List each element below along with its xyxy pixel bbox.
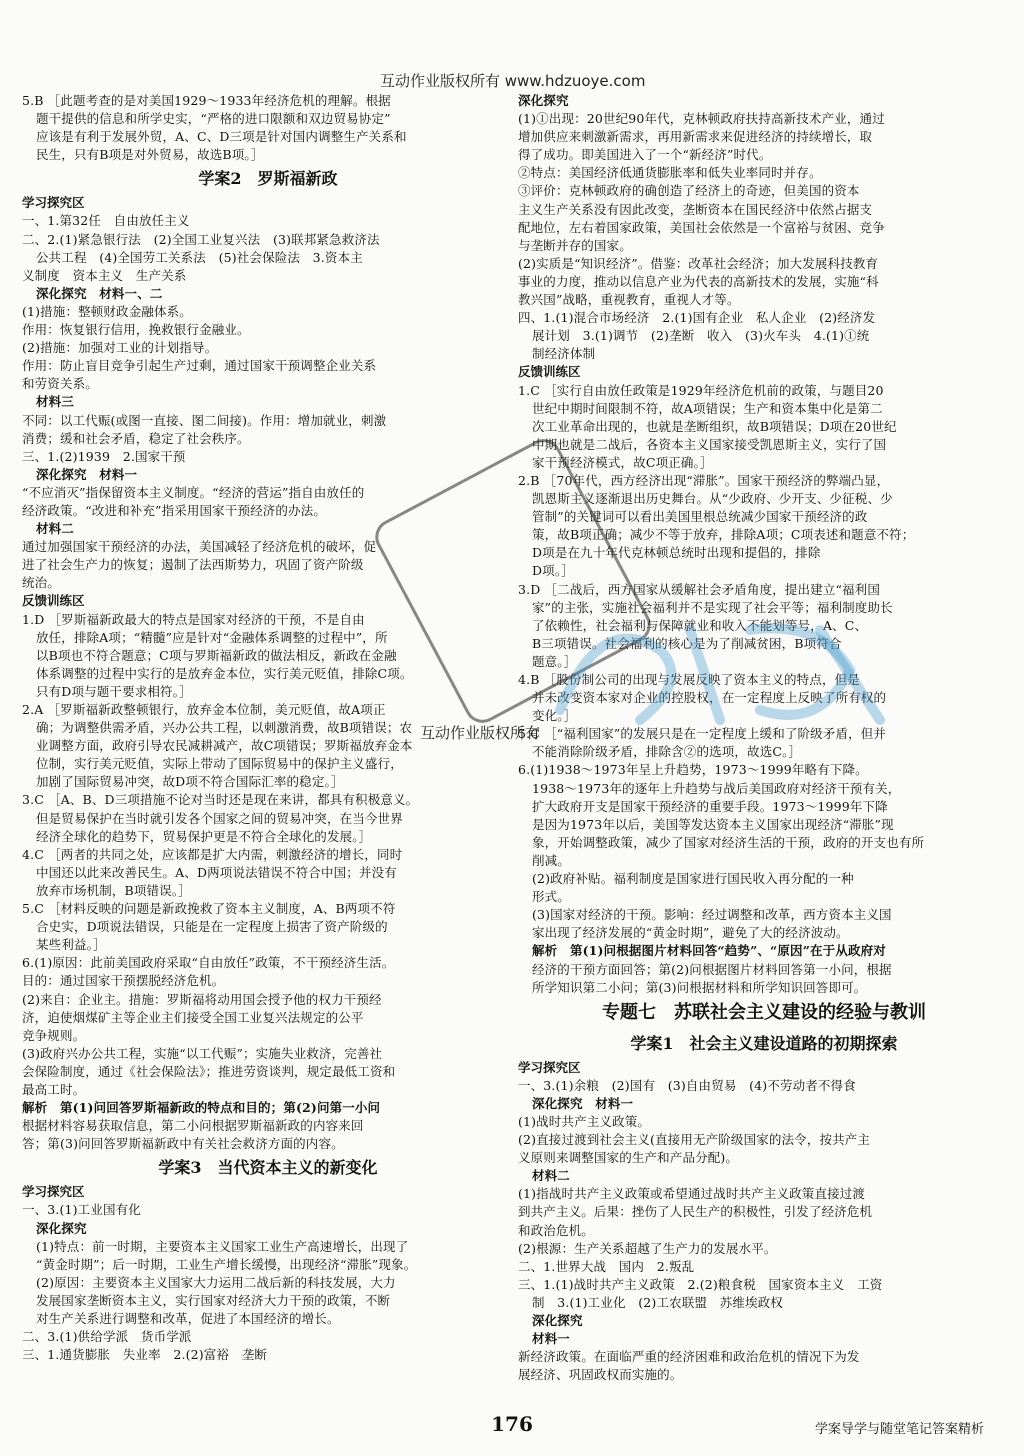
text-line: 所学知识第二小问；第(3)问根据材料和所学知识回答即可。 bbox=[532, 979, 867, 995]
text-line: 义制度 资本主义 生产关系 bbox=[22, 267, 187, 283]
text-line: 根据材料容易获取信息，第二小问根据罗斯福新政的内容来回 bbox=[22, 1118, 364, 1134]
text-line: 家”的主张，实施社会福利并不是实现了社会平等；福利制度助长 bbox=[532, 599, 893, 615]
text-line: (2)直接过渡到社会主义(直接用无产阶级国家的法令，按共产主 bbox=[518, 1132, 871, 1148]
text-line: 题干提供的信息和所学史实，“严格的进口限额和双边贸易协定” bbox=[36, 111, 391, 127]
text-line: 教兴国”战略，重视教育，重视人才等。 bbox=[518, 292, 740, 308]
text-line: “黄金时期”；后一时期，工业生产增长缓慢，出现经济“滞胀”现象。 bbox=[36, 1256, 417, 1272]
text-line: 深化探究 bbox=[36, 1220, 87, 1236]
text-line: (2)根源：生产关系超越了生产力的发展水平。 bbox=[518, 1240, 777, 1256]
text-line: 一、3.(1)余粮 (2)国有 (3)自由贸易 (4)不劳动者不得食 bbox=[518, 1077, 856, 1093]
text-line: 2.B ［70年代，西方经济出现“滞胀”。国家干预经济的弊端凸显， bbox=[518, 472, 890, 488]
text-line: 深化探究 bbox=[532, 1313, 583, 1328]
right-column bbox=[518, 92, 1010, 1384]
text-line: (1)战时共产主义政策。 bbox=[518, 1113, 651, 1129]
text-line: 材料二 bbox=[36, 521, 74, 537]
text-line: 世纪中期时间限制不符，故A项错误；生产和资本集中化是第二 bbox=[532, 400, 883, 416]
section-title: 学案1 社会主义建设道路的初期探索 bbox=[630, 1033, 898, 1053]
text-line: (1)①出现：20世纪90年代，克林顿政府扶持高新技术产业，通过 bbox=[518, 111, 885, 127]
text-line: 到共产主义。后果：挫伤了人民生产的积极性，引发了经济危机 bbox=[518, 1204, 873, 1220]
text-line: 并未改变资本家对企业的控股权，在一定程度上反映了所有权的 bbox=[532, 690, 887, 706]
text-line: 制 3.(1)工业化 (2)工农联盟 苏维埃政权 bbox=[532, 1294, 783, 1310]
text-line: 统治。 bbox=[22, 575, 60, 591]
text-line: 凯恩斯主义逐渐退出历史舞台。从“少政府、少开支、少征税、少 bbox=[532, 491, 893, 507]
text-line: 主义生产关系没有因此改变，垄断资本在国民经济中依然占据支 bbox=[518, 201, 873, 217]
watermark-mid: 互动作业版权所有 bbox=[420, 724, 541, 742]
text-line: 通过加强国家干预经济的办法，美国减轻了经济危机的破坏，促 bbox=[22, 539, 377, 555]
text-line: 济，迫使烟煤矿主等企业主们接受全国工业复兴法规定的公平 bbox=[22, 1009, 364, 1025]
text-line: 不同：以工代赈(或图一直接、图二间接)。作用：增加就业，刺激 bbox=[22, 412, 387, 428]
text-line: 4.C ［两者的共同之处，应该都是扩大内需，刺激经济的增长，同时 bbox=[22, 846, 403, 862]
text-line: 展计划 3.(1)调节 (2)垄断 收入 (3)火车头 4.(1)①统 bbox=[532, 328, 870, 344]
text-line: 三、1.(2)1939 2.国家干预 bbox=[22, 448, 186, 464]
text-line: 6.(1)1938～1973年呈上升趋势，1973～1999年略有下降。 bbox=[518, 762, 868, 778]
text-line: (3)国家对经济的干预。影响：经过调整和改革，西方资本主义国 bbox=[532, 907, 892, 923]
text-line: 确；为调整供需矛盾，兴办公共工程，以刺激消费，故B项错误；农 bbox=[36, 720, 413, 736]
text-line: 形式。 bbox=[532, 889, 570, 905]
text-line: 目的：通过国家干预摆脱经济危机。 bbox=[22, 973, 225, 989]
text-line: 经济全球化的趋势下，贸易保护更是不符合全球化的发展。］ bbox=[36, 828, 372, 844]
text-line: 一、3.(1)工业国有化 bbox=[22, 1202, 141, 1218]
text-line: 解析 第(1)问回答罗斯福新政的特点和目的；第(2)问第一小问 bbox=[22, 1100, 381, 1116]
text-line: 解析 第(1)问根据图片材料回答“趋势”、“原因”在于从政府对 bbox=[532, 943, 886, 959]
text-line: 材料三 bbox=[36, 394, 74, 410]
text-line: 事业的力度，推动以信息产业为代表的高新技术的发展，实施“科 bbox=[518, 273, 879, 289]
text-line: 竞争规则。 bbox=[22, 1027, 86, 1043]
text-line: 象，开始调整政策，减少了国家对经济生活的干预，政府的开支也有所 bbox=[532, 834, 925, 850]
text-line: 加剧了国际贸易冲突，故D项不符合国际汇率的稳定。］ bbox=[36, 774, 344, 790]
text-line: 是因为1973年以后，美国等发达资本主义国家出现经济“滞胀”现 bbox=[532, 816, 894, 832]
text-line: 二、1.世界大战 国内 2.叛乱 bbox=[518, 1258, 695, 1274]
text-line: 答；第(3)问回答罗斯福新政中有关社会救济方面的内容。 bbox=[22, 1136, 344, 1152]
text-line: 经济政策。“改进和补充”指采用国家干预经济的办法。 bbox=[22, 502, 327, 518]
text-line: 削减。 bbox=[532, 852, 570, 868]
text-line: 会保险制度，通过《社会保险法》；推进劳资谈判，规定最低工资和 bbox=[22, 1063, 396, 1079]
text-line: 6.(1)原因：此前美国政府采取“自由放任”政策，不干预经济生活。 bbox=[22, 955, 395, 971]
watermark-top: 互动作业版权所有 www.hdzuoye.com bbox=[380, 72, 646, 90]
text-line: 但是贸易保护在当时就引发各个国家之间的贸易冲突，在当今世界 bbox=[36, 810, 403, 826]
text-line: 管制”的关键词可以看出美国里根总统减少国家干预经济的政 bbox=[532, 509, 868, 525]
text-line: 材料一 bbox=[532, 1331, 570, 1347]
text-line: 新经济政策。在面临严重的经济困难和政治危机的情况下为发 bbox=[518, 1349, 860, 1365]
section-heading: 学习探究区 bbox=[22, 1184, 85, 1200]
text-line: 最高工时。 bbox=[22, 1081, 86, 1097]
section-heading: 反馈训练区 bbox=[518, 364, 581, 380]
text-line: 发展国家垄断资本主义，实行国家对经济大力干预的政策，不断 bbox=[36, 1292, 391, 1308]
text-line: 放弃市场机制，B项错误。］ bbox=[36, 882, 191, 898]
text-line: 三、1.通货膨胀 失业率 2.(2)富裕 垄断 bbox=[22, 1347, 268, 1363]
section-heading: 反馈训练区 bbox=[22, 593, 85, 609]
text-line: 5.B ［此题考查的是对美国1929～1933年经济危机的理解。根据 bbox=[22, 93, 391, 108]
text-line: “不应消灭”指保留资本主义制度。“经济的营运”指自由放任的 bbox=[22, 484, 365, 500]
text-line: 放任，排除A项；“精髓”应是针对“金融体系调整的过程中”，所 bbox=[36, 629, 388, 645]
text-line: B三项错误。社会福利的核心是为了削减贫困，B项符合 bbox=[532, 635, 842, 651]
text-line: 材料二 bbox=[532, 1168, 570, 1184]
text-line: 进了社会生产力的恢复；遏制了法西斯势力，巩固了资产阶级 bbox=[22, 557, 364, 573]
section-heading: 学习探究区 bbox=[518, 1059, 581, 1075]
text-line: (2)措施：加强对工业的计划指导。 bbox=[22, 340, 218, 356]
text-line: 中国还以此来改善民生。A、D两项说法错误不符合中国；并没有 bbox=[36, 864, 397, 880]
text-line: 增加供应来刺激新需求，再用新需求来促进经济的持续增长，取 bbox=[518, 129, 873, 145]
text-line: 以B项也不符合题意；C项与罗斯福新政的做法相反，新政在金融 bbox=[36, 647, 397, 663]
text-line: 公共工程 (4)全国劳工关系法 (5)社会保险法 3.资本主 bbox=[36, 249, 363, 265]
text-line: 合史实，D项说法错误，只能是在一定程度上损害了资产阶级的 bbox=[36, 919, 388, 935]
text-line: (2)来自：企业主。措施：罗斯福将动用国会授予他的权力干预经 bbox=[22, 991, 382, 1007]
text-line: 1.D ［罗斯福新政最大的特点是国家对经济的干预，不是自由 bbox=[22, 611, 365, 627]
text-line: (2)实质是“知识经济”。借鉴：改革社会经济；加大发展科技教育 bbox=[518, 255, 879, 271]
text-line: 二、3.(1)供给学派 货币学派 bbox=[22, 1329, 192, 1345]
text-line: 家干预经济模式，故C项正确。］ bbox=[532, 454, 713, 470]
text-line: 一、1.第32任 自由放任主义 bbox=[22, 213, 190, 229]
text-line: 5.C ［材料反映的问题是新政挽救了资本主义制度，A、B两项不符 bbox=[22, 901, 396, 917]
text-line: 业调整方面，政府引导农民减耕减产，故C项错误；罗斯福放弃金本 bbox=[36, 738, 413, 754]
text-line: (1)指战时共产主义政策或希望通过战时共产主义政策直接过渡 bbox=[518, 1186, 866, 1202]
text-line: 作用：恢复银行信用，挽救银行金融业。 bbox=[22, 322, 250, 338]
section-title: 学案3 当代资本主义的新变化 bbox=[158, 1158, 378, 1178]
text-line: 3.D ［二战后，西方国家从缓解社会矛盾角度，提出建立“福利国 bbox=[518, 581, 880, 597]
text-line: 深化探究 材料一 bbox=[532, 1095, 634, 1111]
section-heading: 学习探究区 bbox=[22, 195, 85, 211]
text-line: 作用：防止盲目竞争引起生产过剩，通过国家干预调整企业关系 bbox=[22, 358, 377, 374]
text-line: 与垄断并存的国家。 bbox=[518, 237, 632, 253]
section-title: 专题七 苏联社会主义建设的经验与教训 bbox=[602, 1001, 926, 1023]
text-line: (1)特点：前一时期，主要资本主义国家工业生产高速增长，出现了 bbox=[36, 1238, 409, 1254]
text-line: 配地位，左右着国家政策，美国社会依然是一个富裕与贫困、竞争 bbox=[518, 219, 885, 235]
text-line: 次工业革命出现的，也就是垄断组织，故B项错误；D项在20世纪 bbox=[532, 418, 897, 434]
text-line: 和劳资关系。 bbox=[22, 376, 98, 392]
text-line: (2)原因：主要资本主义国家大力运用二战后新的科技发展，大力 bbox=[36, 1274, 396, 1290]
text-line: 某些利益。］ bbox=[36, 937, 106, 953]
text-line: 二、2.(1)紧急银行法 (2)全国工业复兴法 (3)联邦紧急救济法 bbox=[22, 231, 380, 247]
text-line: 展经济、巩固政权而实施的。 bbox=[518, 1367, 683, 1383]
text-line: 深化探究 材料一、二 bbox=[36, 285, 163, 301]
text-line: D项是在九十年代克林顿总统时出现和提倡的，排除 bbox=[532, 545, 821, 561]
text-line: 民生，只有B项是对外贸易，故选B项。］ bbox=[36, 147, 264, 163]
text-line: D项。］ bbox=[532, 563, 574, 579]
text-line: 四、1.(1)混合市场经济 2.(1)国有企业 私人企业 (2)经济发 bbox=[518, 310, 876, 326]
text-line: 深化探究 bbox=[518, 93, 569, 108]
text-line: ③评价：克林顿政府的确创造了经济上的奇迹，但美国的资本 bbox=[518, 183, 860, 199]
text-line: 三、1.(1)战时共产主义政策 2.(2)粮食税 国家资本主义 工资 bbox=[518, 1276, 883, 1292]
text-line: 经济的干预方面回答；第(2)问根据图片材料回答第一小问，根据 bbox=[532, 961, 892, 977]
text-line: (1)措施：整顿财政金融体系。 bbox=[22, 303, 192, 319]
text-line: 家出现了经济发展的“黄金时期”，避免了大的经济波动。 bbox=[532, 925, 849, 941]
section-title: 学案2 罗斯福新政 bbox=[198, 169, 338, 189]
text-line: 3.C ［A、B、D三项措施不论对当时还是现在来讲，都具有积极意义。 bbox=[22, 792, 419, 808]
text-line: 中期也就是二战后，各资本主义国家接受凯恩斯主义，实行了国 bbox=[532, 436, 887, 452]
text-line: (2)政府补贴。福利制度是国家进行国民收入再分配的一种 bbox=[532, 871, 854, 887]
text-line: (3)政府兴办公共工程，实施“以工代赈”；实施失业救济，完善社 bbox=[22, 1045, 383, 1061]
text-line: 题意。］ bbox=[532, 653, 577, 669]
text-line: ②特点：美国经济低通货膨胀率和低失业率同时并存。 bbox=[518, 165, 822, 181]
text-line: 义原则来调整国家的生产和产品分配)。 bbox=[518, 1150, 739, 1166]
text-line: 了依赖性，社会福利与保障就业和收入不能划等号，A、C、 bbox=[532, 617, 868, 633]
text-line: 应该是有利于发展外贸，A、C、D三项是针对国内调整生产关系和 bbox=[36, 129, 407, 145]
text-line: 扩大政府开支是国家干预经济的重要手段。1973～1999年下降 bbox=[532, 798, 888, 814]
text-line: 和政治危机。 bbox=[518, 1222, 594, 1238]
text-line: 4.B ［股份制公司的出现与发展反映了资本主义的特点，但是 bbox=[518, 672, 860, 687]
text-line: 1938～1973年的逐年上升趋势与战后美国政府对经济干预有关， bbox=[532, 780, 901, 796]
text-line: 5.C ［“福利国家”的发展只是在一定程度上缓和了阶级矛盾，但并 bbox=[518, 726, 887, 742]
text-line: 2.A ［罗斯福新政整顿银行，放弃金本位制，美元贬值，故A项正 bbox=[22, 702, 386, 717]
text-line: 制经济体制 bbox=[532, 346, 596, 362]
footer-title: 学案导学与随堂笔记答案精析 bbox=[814, 1422, 984, 1437]
text-line: 对生产关系进行调整和改革，促进了本国经济的增长。 bbox=[36, 1311, 340, 1326]
text-line: 消费；缓和社会矛盾，稳定了社会秩序。 bbox=[22, 430, 250, 446]
text-line: 策，故B项正确；减少不等于放弃，排除A项；C项表述和题意不符； bbox=[532, 527, 915, 543]
text-line: 得了成功。即美国进入了一个“新经济”时代。 bbox=[518, 147, 772, 163]
page-number: 176 bbox=[491, 1412, 533, 1436]
text-line: 体系调整的过程中实行的是放弃金本位，实行美元贬值，排除C项。 bbox=[36, 665, 413, 681]
text-line: 深化探究 材料一 bbox=[36, 466, 138, 482]
text-line: 不能消除阶级矛盾，排除含②的选项，故选C。］ bbox=[532, 744, 802, 760]
text-line: 位制，实行美元贬值，实际上带动了国际贸易中的保护主义盛行， bbox=[36, 756, 403, 772]
text-line: 只有D项与题干要求相符。］ bbox=[36, 683, 192, 699]
text-line: 1.C ［实行自由放任政策是1929年经济危机前的政策，与题目20 bbox=[518, 382, 884, 398]
text-line: 变化。］ bbox=[532, 708, 577, 724]
